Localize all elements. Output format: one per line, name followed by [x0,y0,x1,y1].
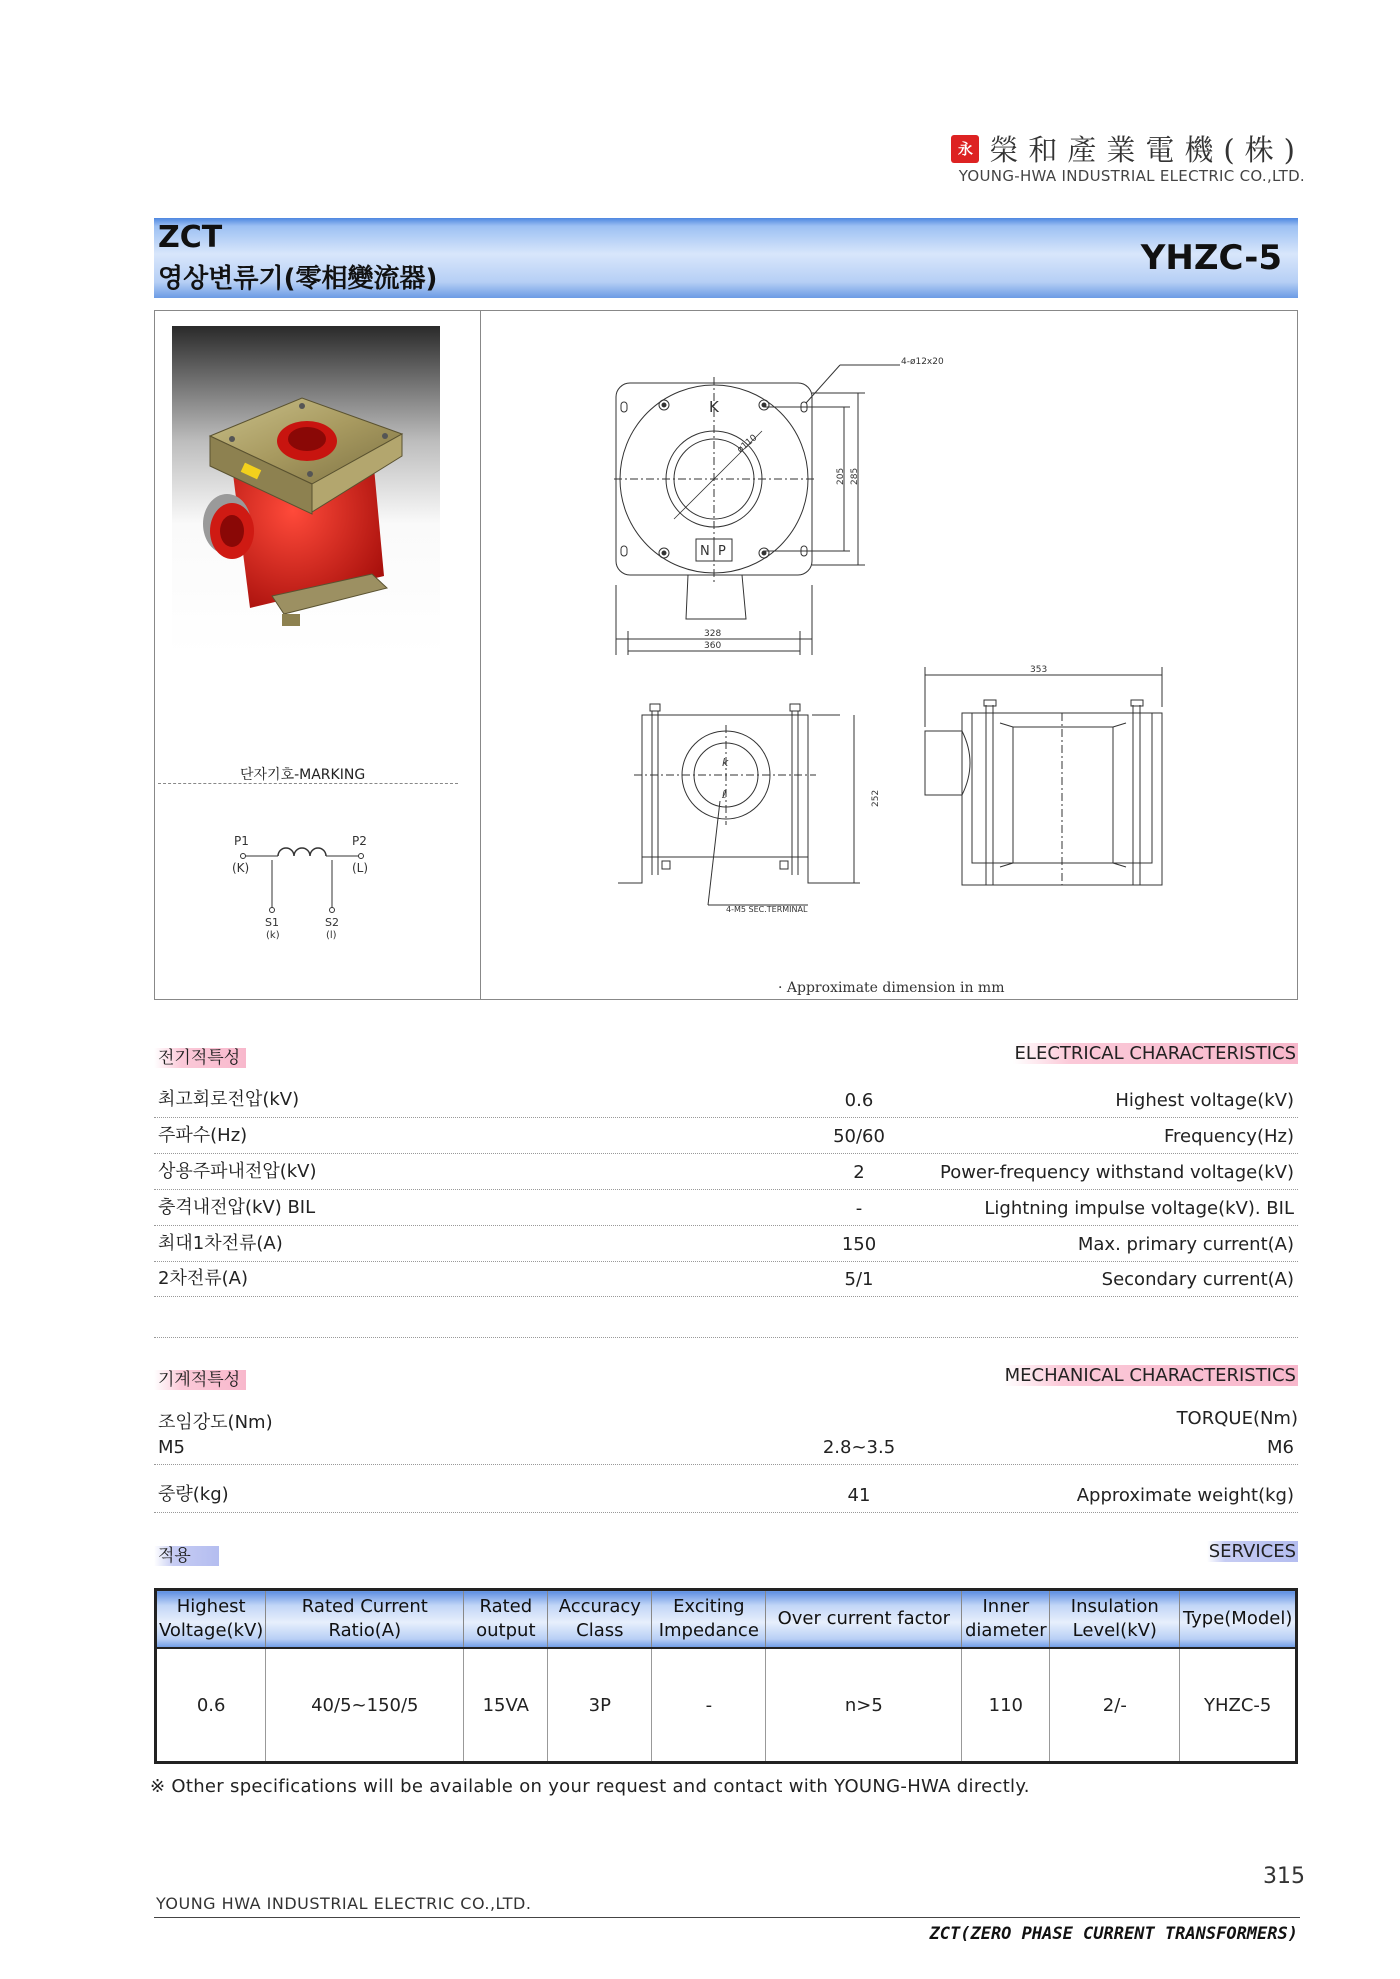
header-accuracy-class: Accuracy Class [548,1590,652,1649]
marking-s1-k: (k) [266,930,280,941]
s2-terminal [330,908,335,913]
spec-row-impulse-voltage [154,1191,1298,1226]
spec-row-weight [154,1476,1298,1513]
marking-s2-l: (l) [326,930,337,941]
spec-label-ko: 충격내전압(kV) BIL [158,1197,316,1218]
header-rated-current-ratio: Rated Current Ratio(A) [266,1590,464,1649]
product-category: ZCT [158,220,223,255]
mechanical-title-ko: 기계적특성 [154,1370,246,1390]
torque-label-ko: 조임강도(Nm) [158,1412,273,1433]
cell-rated-current-ratio: 40/5~150/5 [266,1648,464,1763]
services-title-en-wrap [1207,1541,1298,1562]
spec-label-ko: 주파수(Hz) [158,1125,248,1146]
header-over-current-factor: Over current factor [766,1590,962,1649]
dim-hole-spec: 4-ø12x20 [901,357,944,367]
marking-p2: P2 [352,834,367,848]
header-inner-diameter: Inner diameter [962,1590,1050,1649]
frame-divider [480,310,481,1000]
torque-value: 2.8~3.5 [822,1437,896,1458]
company-name-english: YOUNG-HWA INDUSTRIAL ELECTRIC CO.,LTD. [958,167,1305,185]
cell-over-current-factor: n>5 [766,1648,962,1763]
services-table [154,1588,1298,1764]
product-photo [172,326,440,656]
electrical-title-ko: 전기적특성 [154,1048,246,1068]
header-exciting-impedance: Exciting Impedance [652,1590,766,1649]
mechanical-title-ko-wrap [154,1365,246,1390]
front-view-drawing [618,704,860,905]
dim-328: 328 [704,629,722,639]
footer-title: ZCT(ZERO PHASE CURRENT TRANSFORMERS) [929,1924,1298,1944]
spec-value: - [855,1198,863,1219]
side-view-drawing [925,667,1162,885]
contact-note: ※ Other specifications will be available on your request and contact with YOUNG-HWA directly. [150,1776,1030,1797]
spec-row-secondary-current [154,1262,1298,1297]
terminal-k: k [722,756,729,769]
cell-type-model: YHZC-5 [1180,1648,1297,1763]
spec-label-ko: 최대1차전류(A) [158,1233,283,1254]
services-title-ko: 적용 [154,1546,219,1566]
spec-row-frequency [154,1119,1298,1154]
company-header [951,128,1305,185]
spec-value: 2 [853,1162,865,1183]
spec-label-ko: 2차전류(A) [158,1268,248,1289]
services-title-en: SERVICES [1208,1541,1296,1562]
weight-value: 41 [847,1485,871,1506]
company-name-korean [951,128,1305,169]
page-number: 315 [1263,1864,1305,1889]
spec-row-highest-voltage [154,1083,1298,1118]
p1-terminal [241,854,246,859]
weight-label-ko: 중량(kg) [158,1484,229,1505]
spec-label-en: Frequency(Hz) [1163,1126,1294,1147]
weight-label-en: Approximate weight(kg) [1076,1485,1294,1506]
marking-underline [158,783,458,784]
spec-label-en: Highest voltage(kV) [1115,1090,1294,1111]
spec-label-ko: 최고회로전압(kV) [158,1089,300,1110]
footer-company: YOUNG HWA INDUSTRIAL ELECTRIC CO.,LTD. [156,1894,532,1913]
dim-k-marker: K [709,398,719,416]
coil-symbol [278,848,326,856]
cell-highest-voltage: 0.6 [196,1694,226,1716]
spec-label-en: Power-frequency withstand voltage(kV) [939,1162,1294,1183]
spec-row-torque [154,1430,1298,1465]
spec-label-en: Lightning impulse voltage(kV). BIL [984,1198,1294,1219]
dim-285: 285 [850,467,860,485]
spec-value: 150 [841,1234,877,1255]
marking-s2: S2 [325,916,339,929]
dim-353: 353 [1030,665,1048,675]
services-data-row [156,1648,1297,1763]
mechanical-title-en-wrap [1003,1365,1298,1386]
marking-label: 단자기호-MARKING [240,767,366,783]
product-title-korean: 영상변류기(零相變流器) [158,264,438,294]
dim-252: 252 [871,789,881,807]
marking-s1: S1 [265,916,279,929]
dim-360: 360 [704,641,722,651]
electrical-title-en-wrap [1013,1043,1298,1064]
company-ko-text: 榮和產業電機(株) [989,133,1305,167]
marking-p1: P1 [234,834,249,848]
model-number: YHZC-5 [1140,238,1282,278]
torque-m5-label: M5 [158,1437,185,1458]
spec-label-ko: 상용주파내전압(kV) [158,1161,317,1182]
np-n: N [700,544,710,559]
torque-m6-label: M6 [1267,1437,1294,1458]
cell-exciting-impedance: - [652,1648,766,1763]
footer-rule [154,1917,1300,1918]
cell-accuracy-class: 3P [548,1648,652,1763]
spec-label-en: Max. primary current(A) [1077,1234,1294,1255]
header-highest-voltage: Highest Voltage(kV) [156,1590,266,1649]
spec-label-en: Secondary current(A) [1101,1269,1294,1290]
cell-rated-output: 15VA [464,1648,548,1763]
header-rated-output: Rated output [464,1590,548,1649]
section-divider [154,1337,1298,1338]
dimension-drawings [600,355,1200,935]
electrical-title-en: ELECTRICAL CHARACTERISTICS [1014,1043,1296,1064]
mechanical-title-en: MECHANICAL CHARACTERISTICS [1004,1365,1296,1386]
cell-insulation-level: 2/- [1050,1648,1180,1763]
terminal-marking-diagram [220,830,380,950]
spec-row-withstand-voltage [154,1155,1298,1190]
top-view-drawing [614,365,900,655]
spec-value: 50/60 [833,1126,885,1147]
secondary-terminal-note: 4-M5 SEC.TERMINAL [726,905,808,914]
spec-row-primary-current [154,1227,1298,1262]
company-logo-icon: 永 [951,135,979,163]
services-title-ko-wrap [154,1541,219,1566]
s1-terminal [270,908,275,913]
torque-label-en: TORQUE(Nm) [1176,1408,1298,1429]
cell-inner-diameter: 110 [962,1648,1050,1763]
dim-205: 205 [836,467,846,485]
p2-terminal [359,854,364,859]
np-p: P [718,544,726,559]
services-header-row [156,1590,1297,1649]
header-type-model: Type(Model) [1180,1590,1297,1649]
terminal-l: ℓ [722,788,727,801]
approx-dimension-note: · Approximate dimension in mm [778,980,1005,996]
spec-value: 5/1 [844,1269,874,1290]
marking-p1-k: (K) [232,861,250,875]
dim-inner-diameter: ø110 [735,433,760,456]
spec-value: 0.6 [844,1090,874,1111]
marking-p2-l: (L) [352,861,369,875]
header-insulation-level: Insulation Level(kV) [1050,1590,1180,1649]
electrical-title-ko-wrap [154,1043,246,1068]
